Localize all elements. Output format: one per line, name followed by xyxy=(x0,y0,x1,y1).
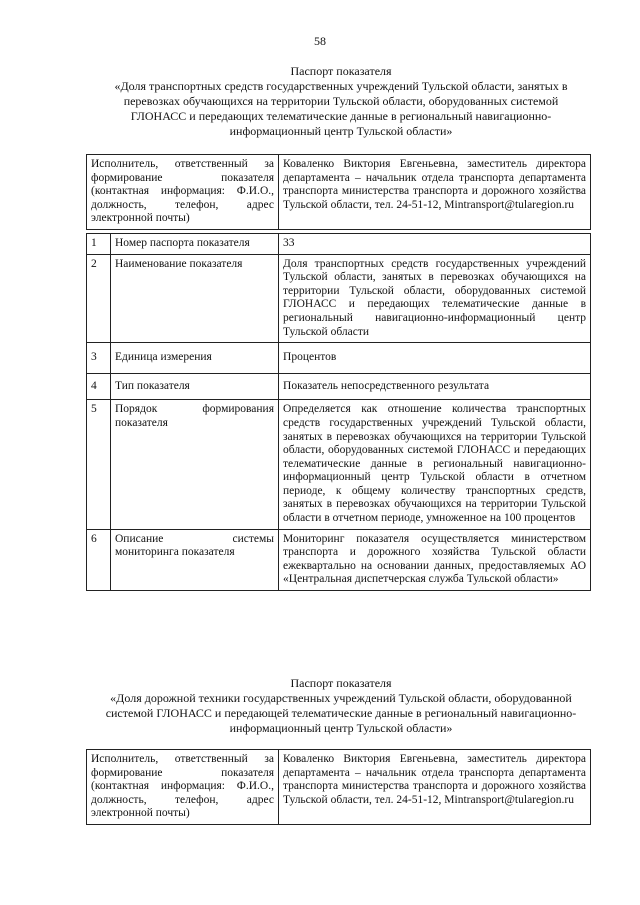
table-row xyxy=(87,400,591,529)
row-value: 33 xyxy=(279,233,591,254)
row-label: Тип показателя xyxy=(111,373,279,400)
row-number: 3 xyxy=(87,343,111,374)
executor-value: Коваленко Виктория Евгеньевна, заместитель директора департамента – начальник отдела транспорта департамента транспорта министерства транспорта и дорожного хозяйства Тульской области, тел. 24-51-12, Mintransport@tularegion.ru xyxy=(279,155,591,230)
row-value: Определяется как отношение количества транспортных средств государственных учреждений Тульской области, занятых в перевозках обучающихся на территории Тульской области, оборудованных системой ГЛОНАСС и передающих телематические данные в региональный навигационно-информационный центр Тульской области в отчетном периоде, к общему количеству транспортных средств, занятых в перевозках обучающихся на территории Тульской области в отчетном периоде, умноженное на 100 процентов xyxy=(279,400,591,529)
table-row xyxy=(87,373,591,400)
passport-2-title: Паспорт показателя xyxy=(290,676,392,690)
row-value: Показатель непосредственного результата xyxy=(279,373,591,400)
executor-value: Коваленко Виктория Евгеньевна, заместитель директора департамента – начальник отдела транспорта департамента транспорта министерства транспорта и дорожного хозяйства Тульской области, тел. 24-51-12, Mintransport@tularegion.ru xyxy=(279,750,591,825)
row-number: 4 xyxy=(87,373,111,400)
executor-label: Исполнитель, ответственный за формирование показателя (контактная информация: Ф.И.О., должность, телефон, адрес электронной почты) xyxy=(87,750,279,825)
row-number: 6 xyxy=(87,529,111,590)
passport-2-table xyxy=(86,749,591,825)
row-value: Мониторинг показателя осуществляется министерством транспорта и дорожного хозяйства Тульской области ежеквартально на основании данных, предоставляемых АО «Центральная диспетчерская служба Тульской области» xyxy=(279,529,591,590)
executor-label: Исполнитель, ответственный за формирование показателя (контактная информация: Ф.И.О., должность, телефон, адрес электронной почты) xyxy=(87,155,279,230)
passport-1-title: Паспорт показателя xyxy=(290,64,392,78)
row-number: 5 xyxy=(87,400,111,529)
row-label: Номер паспорта показателя xyxy=(111,233,279,254)
executor-row xyxy=(87,750,591,825)
executor-row xyxy=(87,155,591,230)
passport-2-heading xyxy=(96,676,586,736)
table-row xyxy=(87,233,591,254)
row-number: 2 xyxy=(87,254,111,343)
row-label: Единица измерения xyxy=(111,343,279,374)
row-label: Описание системы мониторинга показателя xyxy=(111,529,279,590)
passport-1-subtitle: «Доля транспортных средств государственных учреждений Тульской области, занятых в перевозках обучающихся на территории Тульской области, оборудованных системой ГЛОНАСС и передающих телематические данные в региональный навигационно-информационный центр Тульской области» xyxy=(114,79,568,138)
row-label: Наименование показателя xyxy=(111,254,279,343)
row-value: Процентов xyxy=(279,343,591,374)
page-number: 58 xyxy=(314,34,326,48)
table-row xyxy=(87,529,591,590)
row-value: Доля транспортных средств государственных учреждений Тульской области, занятых в перевозках обучающихся на территории Тульской области, оборудованных системой ГЛОНАСС и передающих телематические данные в региональный навигационно-информационный центр Тульской области xyxy=(279,254,591,343)
passport-1-table xyxy=(86,154,591,591)
row-label: Порядок формирования показателя xyxy=(111,400,279,529)
table-row xyxy=(87,254,591,343)
table-row xyxy=(87,343,591,374)
row-number: 1 xyxy=(87,233,111,254)
passport-2-subtitle: «Доля дорожной техники государственных учреждений Тульской области, оборудованной системой ГЛОНАСС и передающей телематические данные в региональный навигационно-информационный центр Тульской области» xyxy=(105,691,577,735)
passport-1-heading xyxy=(96,64,586,139)
